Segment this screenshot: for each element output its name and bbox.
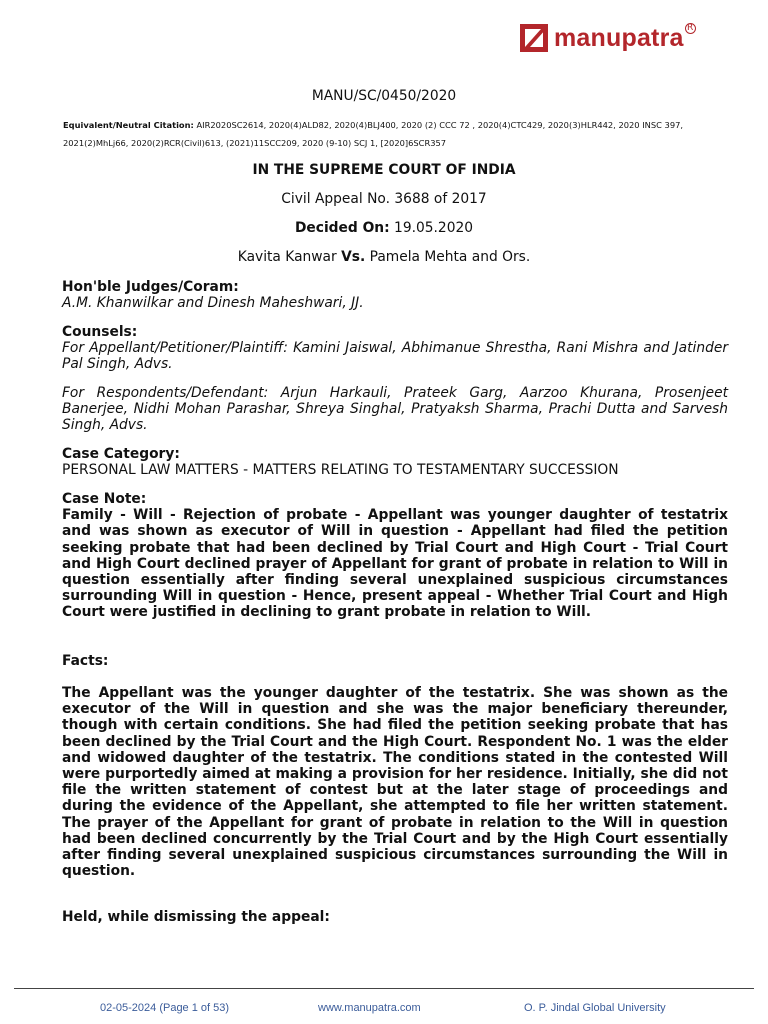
citation-label: Equivalent/Neutral Citation:	[63, 120, 194, 130]
counsels-section	[62, 324, 728, 373]
footer-university: O. P. Jindal Global University	[524, 1002, 666, 1014]
appellant-name: Kavita Kanwar	[237, 249, 337, 265]
versus: Vs.	[341, 249, 366, 265]
footer-date-page: 02-05-2024 (Page 1 of 53)	[100, 1002, 230, 1014]
appeal-number: Civil Appeal No. 3688 of 2017	[281, 191, 487, 207]
case-note-label: Case Note:	[62, 491, 147, 507]
facts-label: Facts:	[62, 653, 109, 669]
judges-label: Hon'ble Judges/Coram:	[62, 279, 239, 295]
counsel-respondent: For Respondents/Defendant: Arjun Harkauli, Prateek Garg, Aarzoo Khurana, Prosenjeet Banerjee, Nidhi Mohan Parashar, Shreya Singhal, Pratyaksh Sharma, Prachi Dutta and Sarvesh Singh, Advs.	[62, 385, 728, 434]
manupatra-logo-icon	[519, 23, 549, 53]
logo-text: manupatra	[554, 23, 684, 52]
judges-section	[62, 279, 728, 311]
held-heading: Held, while dismissing the appeal:	[62, 909, 330, 925]
judges-names: A.M. Khanwilkar and Dinesh Maheshwari, JJ.	[62, 295, 364, 312]
counsel-appellant: For Appellant/Petitioner/Plaintiff: Kamini Jaiswal, Abhimanue Shrestha, Rani Mishra and Jatinder Pal Singh, Advs.	[62, 340, 728, 373]
case-note-text: Family - Will - Rejection of probate - Appellant was younger daughter of testatrix and was shown as executor of Will in question - Appellant had filed the petition seeking probate that had been declined by Trial Court and High Court - Trial Court and High Court declined prayer of Appellant for grant of probate in relation to Will in question essentially after finding several unexplained suspicious circumstances surrounding Will in question - Hence, present appeal - Whether Trial Court and High Court were justified in declining to grant probate in relation to Will.	[62, 507, 728, 621]
registered-mark: R	[685, 23, 696, 34]
manu-citation-id: MANU/SC/0450/2020	[311, 88, 457, 104]
footer-divider	[14, 988, 754, 989]
court-name: IN THE SUPREME COURT OF INDIA	[252, 162, 516, 178]
footer-site-link[interactable]: www.manupatra.com	[318, 1002, 421, 1014]
case-note-section	[62, 491, 728, 621]
manupatra-logo	[519, 20, 696, 56]
facts-text: The Appellant was the younger daughter of the testatrix. She was shown as the executor of the Will in question and she was the major beneficiary thereunder, though with certain conditions. She had filed the petition seeking probate that has been declined by the Trial Court and the High Court. Respondent No. 1 was the elder and widowed daughter of the testatrix. The conditions stated in the contested Will were purportedly aimed at making a provision for her residence. Initially, she did not file the written statement of contest but at the later stage of proceedings and during the evidence of the Appellant, she attempted to file her written statement. The prayer of the Appellant for grant of probate in relation to the Will in question had been declined concurrently by the Trial Court and by the High Court essentially after finding several unexplained suspicious circumstances surrounding the Will in question.	[62, 685, 728, 880]
decided-on	[0, 220, 768, 236]
decided-date: 19.05.2020	[394, 220, 474, 236]
case-category-label: Case Category:	[62, 446, 180, 462]
case-category-section	[62, 446, 728, 478]
equivalent-citation	[63, 116, 729, 152]
citation-text: AIR2020SC2614, 2020(4)ALD82, 2020(4)BLJ400, 2020 (2) CCC 72 , 2020(4)CTC429, 2020(3)HLR442, 2020 INSC 397, 2021(2)MhLj66, 2020(2)RCR(Civil)613, (2021)11SCC209, 2020 (9-10) SCJ 1, [2020]6SCR357	[63, 120, 684, 148]
decided-label: Decided On:	[294, 220, 390, 236]
counsels-label: Counsels:	[62, 324, 138, 340]
parties	[0, 249, 768, 265]
respondent-name: Pamela Mehta and Ors.	[369, 249, 531, 265]
case-category-text: PERSONAL LAW MATTERS - MATTERS RELATING TO TESTAMENTARY SUCCESSION	[62, 462, 619, 479]
